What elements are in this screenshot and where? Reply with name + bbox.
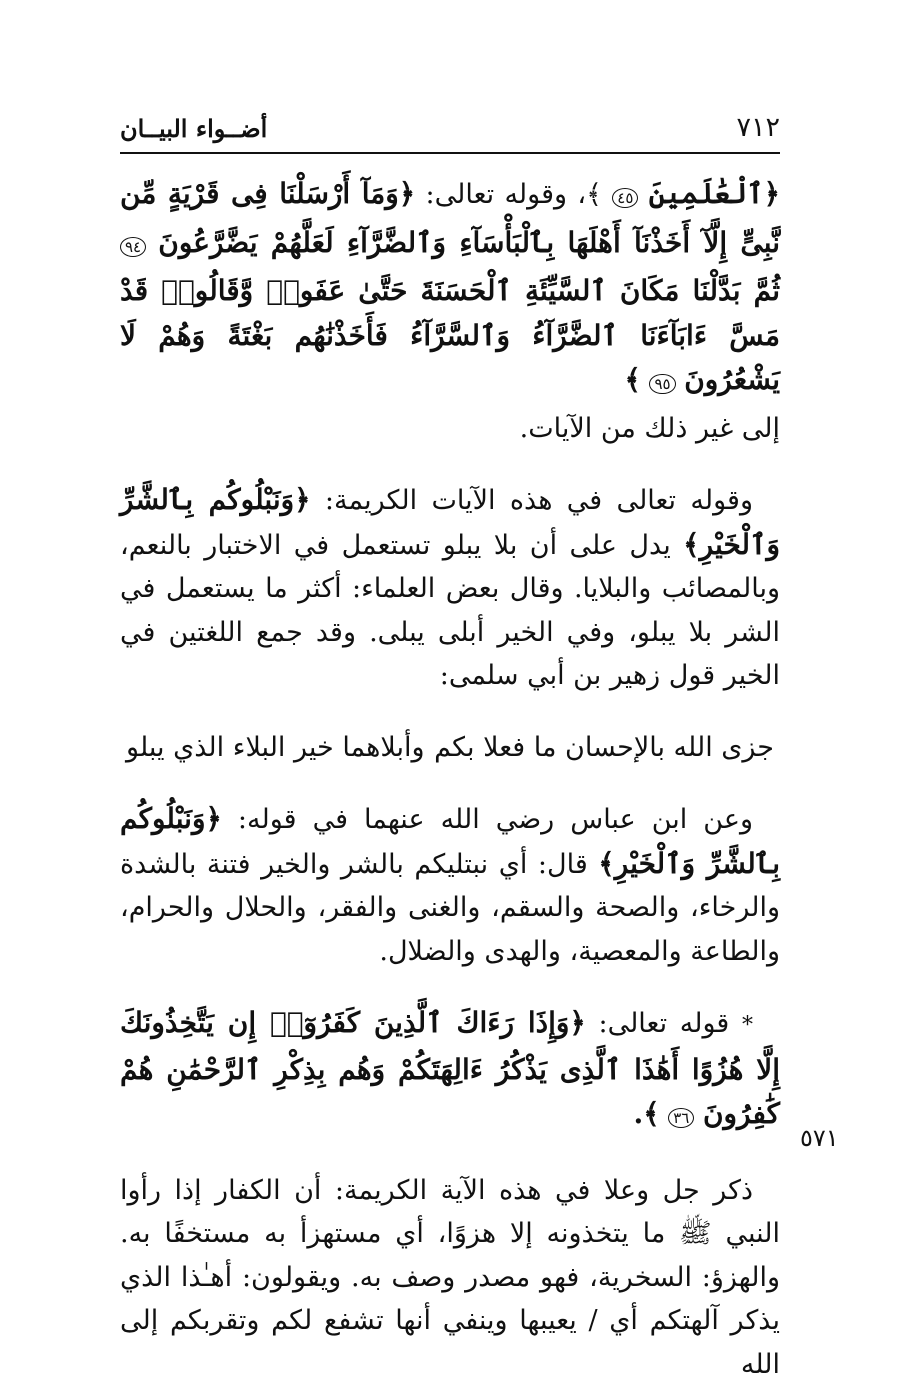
text-segment: قوله تعالى:	[598, 1008, 729, 1039]
quran-quote: ﴿وَمَآ أَرْسَلْنَا فِى قَرْيَةٍ مِّن نَّبِىٍّ إِلَّآ أَخَذْنَآ أَهْلَهَا بِٱلْبَأْسَآءِ وَٱلضَّرَّآءِ لَعَلَّهُمْ يَضَّرَّعُونَ	[120, 177, 780, 259]
verse-number: ٣٦	[668, 1108, 694, 1128]
text-segment: قال: أي نبتليكم بالشر والخير فتنة بالشدة والرخاء، والصحة والسقم، والغنى والفقر، والحلال والحرام، والطاعة والمعصية، والهدى والضلال.	[120, 849, 780, 967]
page-header	[120, 108, 780, 154]
quran-quote: ﴿وَنَبْلُوكُم بِٱلشَّرِّ وَٱلْخَيْرِ﴾	[120, 802, 780, 880]
poem-hemistich-1: جزى الله بالإحسان ما فعلا بكم	[434, 726, 774, 770]
quran-bracket: ﴾	[624, 363, 640, 396]
quran-quote: ﴿ٱلْعَٰلَمِينَ	[649, 177, 780, 210]
spacer	[120, 698, 780, 726]
poem-hemistich-2: وأبلاهما خير البلاء الذي يبلو	[126, 726, 425, 770]
text-segment: وعن ابن عباس رضي الله عنهما في قوله:	[238, 804, 753, 835]
quran-quote: ثُمَّ بَدَّلْنَا مَكَانَ ٱلسَّيِّئَةِ ٱلْحَسَنَةَ حَتَّىٰ عَفَوا۟ وَّقَالُوا۟ قَدْ مَسَّ ءَابَآءَنَا ٱلضَّرَّآءُ وَٱلسَّرَّآءُ فَأَخَذْنَٰهُم بَغْتَةً وَهُمْ لَا يَشْعُرُونَ	[120, 274, 780, 396]
text-segment: ﴾، وقوله تعالى:	[426, 179, 602, 210]
paragraph-2	[120, 478, 780, 698]
text-segment: ذكر جل وعلا في هذه الآية الكريمة: أن الكفار إذا رأوا النبي ﷺ ما يتخذونه إلا هزوًا، أي مستهزأ به مستخفًا به. والهزؤ: السخرية، فهو مصدر وصف به. ويقولون: أهـٰذا الذي يذكر آلهتكم أي / يعيبها وينفي أنها تشفع لكم وتقربكم إلى الله	[120, 1175, 780, 1380]
page-number: ٧١٢	[736, 112, 780, 143]
verse-number: ٩٤	[120, 237, 146, 257]
paragraph-1	[120, 172, 780, 407]
verse-number: ٩٥	[649, 374, 675, 394]
quran-quote: ﴿وَإِذَا رَءَاكَ ٱلَّذِينَ كَفَرُوٓا۟ إِن يَتَّخِذُونَكَ إِلَّا هُزُوًا أَهَٰذَا ٱلَّذِى يَذْكُرُ ءَالِهَتَكُمْ وَهُم بِذِكْرِ ٱلرَّحْمَٰنِ هُمْ كَٰفِرُونَ	[120, 1006, 780, 1130]
spacer	[120, 1141, 780, 1169]
spacer	[120, 973, 780, 1001]
text-segment: وقوله تعالى في هذه الآيات الكريمة:	[325, 485, 753, 516]
verse-number: ٤٥	[612, 188, 638, 208]
paragraph-4	[120, 1001, 780, 1141]
poem-verse	[120, 726, 780, 770]
spacer	[120, 769, 780, 797]
paragraph-3	[120, 797, 780, 973]
book-title: أضــواء البيــان	[120, 114, 267, 143]
original-page-marker: ٥٧١	[800, 1124, 839, 1152]
spacer	[120, 450, 780, 478]
body-text	[120, 172, 780, 1386]
quran-bracket: ﴾.	[634, 1097, 660, 1130]
paragraph-5	[120, 1169, 780, 1386]
quran-quote: ﴿وَنَبْلُوكُم بِٱلشَّرِّ وَٱلْخَيْرِ﴾	[120, 483, 780, 561]
star-marker: *	[742, 1013, 753, 1038]
text-segment: يدل على أن بلا يبلو تستعمل في الاختبار بالنعم، وبالمصائب والبلايا. وقال بعض العلماء: أكثر ما يستعمل في الشر بلا يبلو، وفي الخير أبلى يبلى. وقد جمع اللغتين في الخير قول زهير بن أبي سلمى:	[120, 530, 780, 692]
paragraph-1-end: إلى غير ذلك من الآيات.	[120, 407, 780, 451]
